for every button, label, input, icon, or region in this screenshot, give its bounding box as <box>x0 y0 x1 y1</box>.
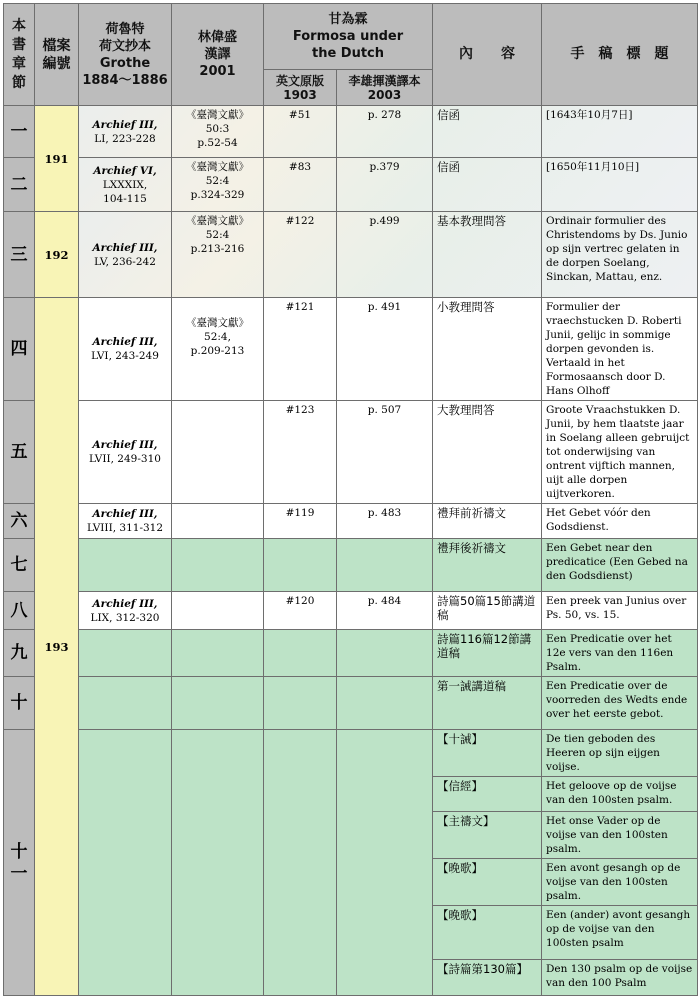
manuscript-title-cell: Een avont gesangh op de voijse van den 100sten psalm. <box>542 859 698 906</box>
table-row <box>4 298 698 401</box>
english-edition-cell: #121 <box>264 298 337 401</box>
english-edition-cell: #123 <box>264 401 337 504</box>
content-cell: 第一誡講道稿 <box>433 677 542 730</box>
table-row <box>4 212 698 298</box>
header-chapter: 本 書 章 節 <box>4 4 35 106</box>
table-row <box>4 630 698 677</box>
chapter-cell: 一 <box>4 106 35 158</box>
header-grothe: 荷魯特 荷文抄本 Grothe 1884～1886 <box>79 4 172 106</box>
lin-cell: 《臺灣文獻》 52:4 p.324-329 <box>172 158 264 212</box>
grothe-cell: Archief VI, LXXXIX, 104-115 <box>79 158 172 212</box>
content-cell: 信函 <box>433 106 542 158</box>
content-cell: 禮拜後祈禱文 <box>433 539 542 592</box>
grothe-cell: Archief III, LVI, 243-249 <box>79 298 172 401</box>
grothe-cell: Archief III, LI, 223-228 <box>79 106 172 158</box>
lin-cell <box>172 730 264 996</box>
english-edition-cell: #83 <box>264 158 337 212</box>
chinese-edition-cell: p. 484 <box>337 592 433 630</box>
manuscript-title-cell: Een Predicatie over het 12e vers van den 116en Psalm. <box>542 630 698 677</box>
chapter-cell: 九 <box>4 630 35 677</box>
table-row <box>4 730 698 777</box>
english-edition-cell: #122 <box>264 212 337 298</box>
lin-cell <box>172 592 264 630</box>
manuscript-title-cell: [1650年11月10日] <box>542 158 698 212</box>
chinese-edition-cell <box>337 730 433 996</box>
manuscript-title-cell: [1643年10月7日] <box>542 106 698 158</box>
header-campbell-en: 英文原版 1903 <box>264 70 337 106</box>
manuscript-table <box>3 3 698 996</box>
manuscript-title-cell: Een Predicatie over de voorreden des Wedts ende over het eerste gebot. <box>542 677 698 730</box>
chapter-cell: 三 <box>4 212 35 298</box>
english-edition-cell <box>264 539 337 592</box>
chapter-cell: 七 <box>4 539 35 592</box>
lin-cell <box>172 401 264 504</box>
manuscript-title-cell: Groote Vraachstukken D. Junii, by hem tlaatste jaar in Soelang alleen gebruijct tot onderwijsing van ontrent vijftich mannen, uijt alle dorpen uijtverkoren. <box>542 401 698 504</box>
lin-cell: 《臺灣文獻》 52:4 p.213-216 <box>172 212 264 298</box>
grothe-cell: Archief III, LVII, 249-310 <box>79 401 172 504</box>
grothe-cell <box>79 730 172 996</box>
chinese-edition-cell: p. 491 <box>337 298 433 401</box>
manuscript-title-cell: Een preek van Junius over Ps. 50, vs. 15. <box>542 592 698 630</box>
table-row <box>4 592 698 630</box>
lin-cell <box>172 504 264 539</box>
chapter-cell: 四 <box>4 298 35 401</box>
content-cell: 詩篇50篇15節講道稿 <box>433 592 542 630</box>
chinese-edition-cell <box>337 677 433 730</box>
lin-cell <box>172 539 264 592</box>
lin-cell <box>172 630 264 677</box>
chapter-cell: 二 <box>4 158 35 212</box>
chinese-edition-cell: p.379 <box>337 158 433 212</box>
content-cell: 信函 <box>433 158 542 212</box>
header-content: 內 容 <box>433 4 542 106</box>
content-cell: 【晚歌】 <box>433 906 542 960</box>
archive-cell: 191 <box>35 106 79 212</box>
manuscript-title-cell: Den 130 psalm op de voijse van den 100 Psalm <box>542 960 698 996</box>
content-cell: 【晚歌】 <box>433 859 542 906</box>
chapter-cell: 十 一 <box>4 730 35 996</box>
manuscript-title-cell: Het geloove op de voijse van den 100sten psalm. <box>542 777 698 812</box>
chapter-cell: 五 <box>4 401 35 504</box>
grothe-cell <box>79 677 172 730</box>
chapter-cell: 十 <box>4 677 35 730</box>
table-row <box>4 504 698 539</box>
manuscript-title-cell: Het Gebet vóór den Godsdienst. <box>542 504 698 539</box>
header-campbell-zh: 李雄揮漢譯本 2003 <box>337 70 433 106</box>
header-lin: 林偉盛 漢譯 2001 <box>172 4 264 106</box>
grothe-cell <box>79 539 172 592</box>
header-archive-no: 檔案 編號 <box>35 4 79 106</box>
content-cell: 禮拜前祈禱文 <box>433 504 542 539</box>
content-cell: 【詩篇第130篇】 <box>433 960 542 996</box>
grothe-cell: Archief III, LIX, 312-320 <box>79 592 172 630</box>
chinese-edition-cell <box>337 539 433 592</box>
english-edition-cell <box>264 630 337 677</box>
chapter-cell: 八 <box>4 592 35 630</box>
manuscript-title-cell: Een Gebet near den predicatice (Een Gebed na den Godsdienst) <box>542 539 698 592</box>
content-cell: 大教理問答 <box>433 401 542 504</box>
chinese-edition-cell: p. 507 <box>337 401 433 504</box>
chinese-edition-cell: p. 278 <box>337 106 433 158</box>
header-campbell: 甘為霖 Formosa under the Dutch <box>264 4 433 70</box>
content-cell: 【十誡】 <box>433 730 542 777</box>
english-edition-cell <box>264 677 337 730</box>
content-cell: 基本教理問答 <box>433 212 542 298</box>
english-edition-cell: #120 <box>264 592 337 630</box>
archive-cell: 192 <box>35 212 79 298</box>
chinese-edition-cell: p.499 <box>337 212 433 298</box>
table-row <box>4 539 698 592</box>
chinese-edition-cell: p. 483 <box>337 504 433 539</box>
table-row <box>4 106 698 158</box>
content-cell: 小教理問答 <box>433 298 542 401</box>
table-row <box>4 401 698 504</box>
table-row <box>4 677 698 730</box>
chapter-cell: 六 <box>4 504 35 539</box>
content-cell: 詩篇116篇12節講道稿 <box>433 630 542 677</box>
lin-cell: 《臺灣文獻》 52:4, p.209-213 <box>172 298 264 401</box>
manuscript-title-cell: Een (ander) avont gesangh op de voijse van den 100sten psalm <box>542 906 698 960</box>
manuscript-title-cell: Ordinair formulier des Christendoms by Ds. Junio op sijn vertrec gelaten in de dorpen Soelang, Sinckan, Mattau, enz. <box>542 212 698 298</box>
english-edition-cell: #51 <box>264 106 337 158</box>
header-manuscript-title: 手 稿 標 題 <box>542 4 698 106</box>
manuscript-title-cell: De tien geboden des Heeren op sijn eijgen voijse. <box>542 730 698 777</box>
english-edition-cell <box>264 730 337 996</box>
chinese-edition-cell <box>337 630 433 677</box>
content-cell: 【信經】 <box>433 777 542 812</box>
manuscript-title-cell: Formulier der vraechstucken D. Roberti Junii, gelijc in sommige dorpen gevonden is. Vertaald in het Formosaansch door D. Hans Olhoff <box>542 298 698 401</box>
table-row <box>4 158 698 212</box>
grothe-cell: Archief III, LVIII, 311-312 <box>79 504 172 539</box>
archive-cell: 193 <box>35 298 79 996</box>
grothe-cell: Archief III, LV, 236-242 <box>79 212 172 298</box>
lin-cell: 《臺灣文獻》 50:3 p.52-54 <box>172 106 264 158</box>
english-edition-cell: #119 <box>264 504 337 539</box>
grothe-cell <box>79 630 172 677</box>
manuscript-title-cell: Het onse Vader op de voijse van den 100sten psalm. <box>542 812 698 859</box>
lin-cell <box>172 677 264 730</box>
content-cell: 【主禱文】 <box>433 812 542 859</box>
